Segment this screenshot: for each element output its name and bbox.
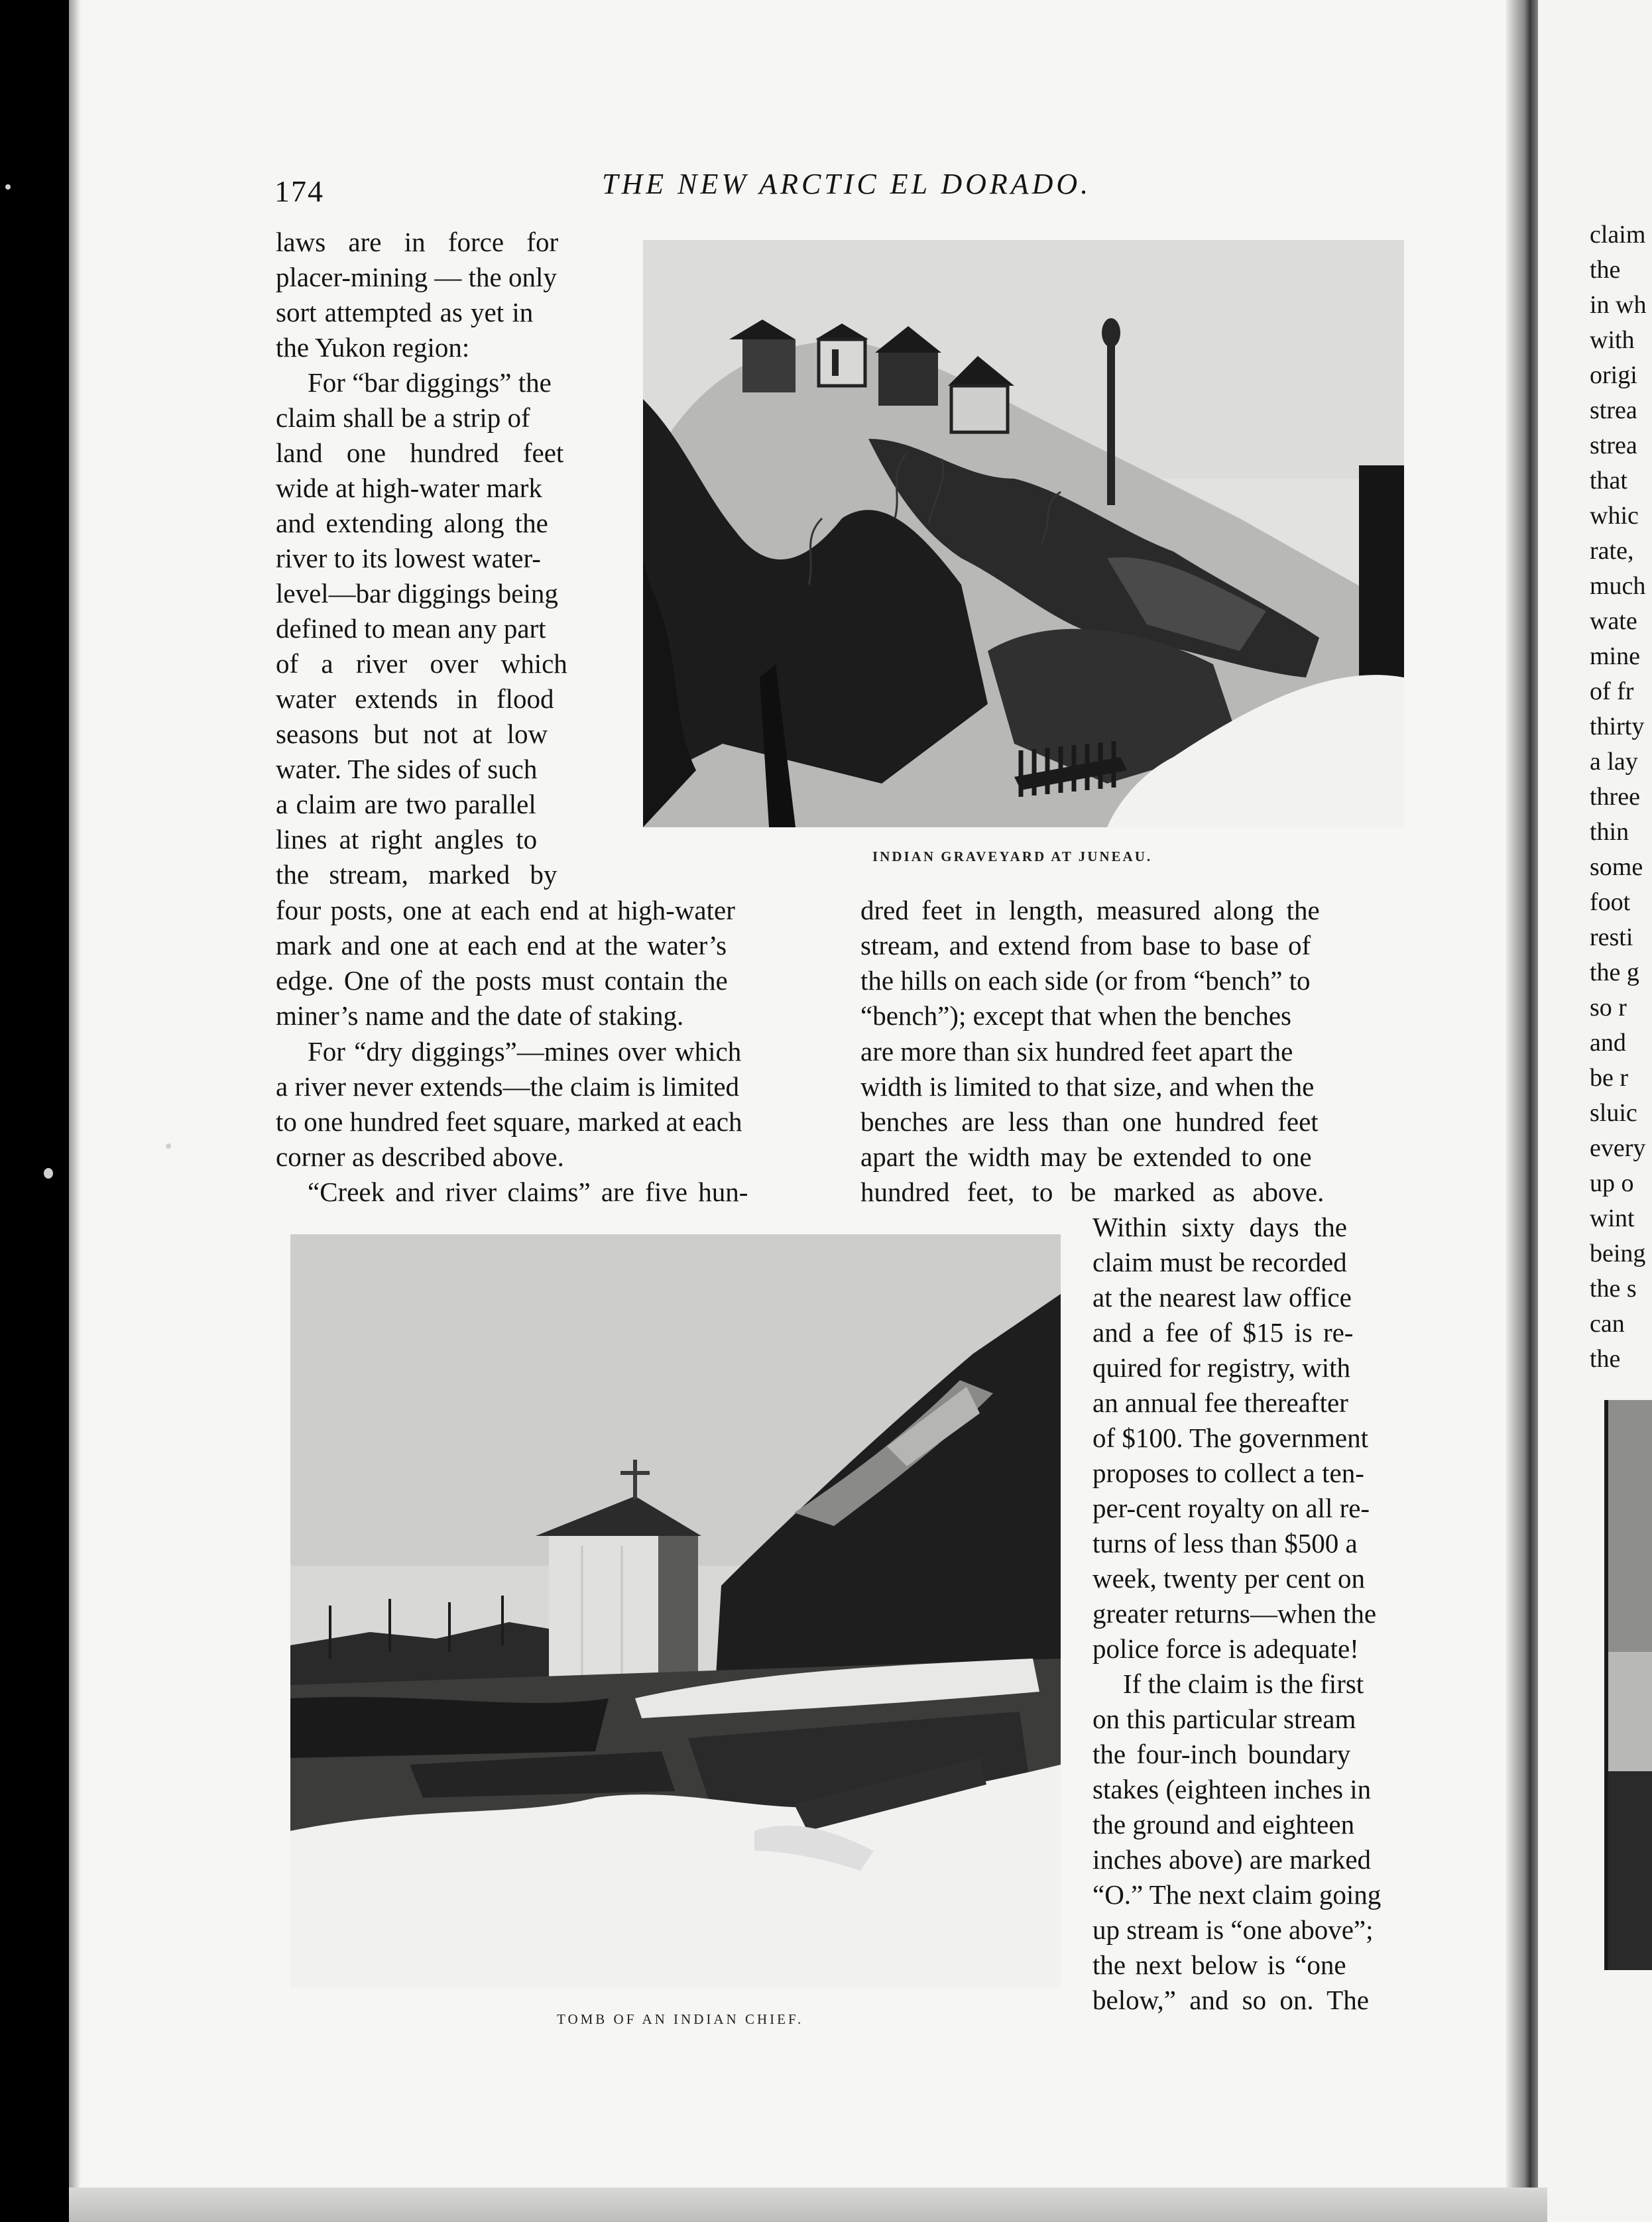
text-line: mark and one at each end at the water’s xyxy=(276,930,727,961)
facing-text-fragment: that xyxy=(1590,467,1627,495)
page-number: 174 xyxy=(274,174,324,208)
text-line: and extending along the xyxy=(276,508,548,538)
text-line: hundred feet, to be marked as above. xyxy=(860,1177,1325,1207)
running-title: THE NEW ARCTIC EL DORADO. xyxy=(602,168,1092,200)
text-line: quired for registry, with xyxy=(1092,1352,1351,1383)
facing-text-fragment: origi xyxy=(1590,361,1637,389)
facing-text-fragment: mine xyxy=(1590,642,1640,670)
facing-text-fragment: strea xyxy=(1590,396,1637,424)
facing-text-fragment: with xyxy=(1590,326,1635,354)
text-line: the stream, marked by xyxy=(276,859,558,890)
text-line: defined to mean any part xyxy=(276,613,546,644)
text-line: For “dry diggings”—mines over which xyxy=(308,1036,742,1067)
text-line: “bench”); except that when the benches xyxy=(860,1000,1291,1031)
facing-text-fragment: being xyxy=(1590,1240,1646,1267)
text-line: below,” and so on. The xyxy=(1092,1985,1369,2015)
text-line: width is limited to that size, and when the xyxy=(860,1071,1315,1102)
text-line: inches above) are marked xyxy=(1092,1844,1372,1875)
text-line: at the nearest law office xyxy=(1092,1282,1352,1313)
text-line: turns of less than $500 a xyxy=(1092,1528,1358,1558)
text-line: level—bar diggings being xyxy=(276,578,558,609)
text-line: land one hundred feet xyxy=(276,438,564,468)
facing-text-fragment: and xyxy=(1590,1029,1626,1057)
text-line: river to its lowest water- xyxy=(276,543,541,573)
facing-text-fragment: the xyxy=(1590,256,1621,284)
facing-text-fragment: so r xyxy=(1590,994,1627,1022)
text-line: stream, and extend from base to base of xyxy=(860,930,1311,961)
text-line: laws are in force for xyxy=(276,227,559,257)
facing-text-fragment: every xyxy=(1590,1134,1646,1162)
scan-speck xyxy=(44,1168,53,1179)
text-line: and a fee of $15 is re- xyxy=(1092,1317,1354,1348)
facing-text-fragment: be r xyxy=(1590,1064,1629,1092)
facing-text-fragment: wint xyxy=(1590,1204,1635,1232)
text-line: of $100. The government xyxy=(1092,1423,1368,1453)
text-line: of a river over which xyxy=(276,648,567,679)
scan-speck xyxy=(166,1143,171,1149)
facing-text-fragment: sluic xyxy=(1590,1099,1637,1127)
photo-tomb-indian-chief xyxy=(290,1234,1061,1987)
text-line: water. The sides of such xyxy=(276,754,538,784)
figure-caption: TOMB OF AN INDIAN CHIEF. xyxy=(557,2011,804,2027)
text-line: four posts, one at each end at high-water xyxy=(276,895,735,925)
facing-text-fragment: the g xyxy=(1590,959,1639,986)
facing-text-fragment: wate xyxy=(1590,607,1637,635)
facing-text-fragment: some xyxy=(1590,853,1643,881)
text-line: benches are less than one hundred feet xyxy=(860,1106,1319,1137)
facing-text-fragment: can xyxy=(1590,1310,1625,1338)
text-line: seasons but not at low xyxy=(276,719,548,749)
text-line: claim must be recorded xyxy=(1092,1247,1347,1277)
facing-text-fragment: claim xyxy=(1590,221,1646,249)
text-line: the next below is “one xyxy=(1092,1950,1346,1980)
facing-text-fragment: of fr xyxy=(1590,677,1634,705)
text-line: greater returns—when the xyxy=(1092,1598,1377,1629)
text-line: week, twenty per cent on xyxy=(1092,1563,1365,1594)
text-line: wide at high-water mark xyxy=(276,473,542,503)
text-line: lines at right angles to xyxy=(276,824,538,854)
text-line: police force is adequate! xyxy=(1092,1633,1359,1664)
facing-text-fragment: much xyxy=(1590,572,1646,600)
facing-text-fragment: three xyxy=(1590,783,1640,811)
facing-text-fragment: the xyxy=(1590,1345,1621,1373)
facing-text-fragment: resti xyxy=(1590,923,1633,951)
facing-text-fragment: in wh xyxy=(1590,291,1647,319)
text-line: an annual fee thereafter xyxy=(1092,1387,1348,1418)
text-line: sort attempted as yet in xyxy=(276,297,534,327)
facing-text-fragment: a lay xyxy=(1590,748,1638,776)
text-line: the hills on each side (or from “bench” to xyxy=(860,965,1311,996)
text-line: the Yukon region: xyxy=(276,332,470,363)
text-line: a claim are two parallel xyxy=(276,789,536,819)
scan-speck xyxy=(5,184,11,190)
facing-text-fragment: the s xyxy=(1590,1275,1637,1303)
text-line: “Creek and river claims” are five hun- xyxy=(308,1177,748,1207)
text-line: are more than six hundred feet apart the xyxy=(860,1036,1293,1067)
text-line: For “bar diggings” the xyxy=(308,367,552,398)
text-line: proposes to collect a ten- xyxy=(1092,1458,1364,1488)
figure-caption: INDIAN GRAVEYARD AT JUNEAU. xyxy=(872,848,1153,864)
facing-text-fragment: whic xyxy=(1590,502,1639,530)
facing-text-fragment: thin xyxy=(1590,818,1629,846)
text-line: the four-inch boundary xyxy=(1092,1739,1351,1769)
text-line: up stream is “one above”; xyxy=(1092,1914,1374,1945)
facing-text-fragment: strea xyxy=(1590,432,1637,459)
facing-text-fragment: rate, xyxy=(1590,537,1634,565)
text-line: If the claim is the first xyxy=(1123,1668,1364,1699)
text-line: apart the width may be extended to one xyxy=(860,1141,1312,1172)
text-line: “O.” The next claim going xyxy=(1092,1879,1382,1910)
text-line: corner as described above. xyxy=(276,1141,564,1172)
text-line: Within sixty days the xyxy=(1092,1212,1347,1242)
facing-text-fragment: foot xyxy=(1590,888,1631,916)
text-line: on this particular stream xyxy=(1092,1704,1356,1734)
text-line: water extends in flood xyxy=(276,683,554,714)
text-line: edge. One of the posts must contain the xyxy=(276,965,728,996)
facing-text-fragment: thirty xyxy=(1590,713,1645,740)
text-line: a river never extends—the claim is limited xyxy=(276,1071,740,1102)
text-line: miner’s name and the date of staking. xyxy=(276,1000,684,1031)
text-line: to one hundred feet square, marked at each xyxy=(276,1106,742,1137)
text-line: per-cent royalty on all re- xyxy=(1092,1493,1370,1523)
text-line: stakes (eighteen inches in xyxy=(1092,1774,1372,1804)
photo-facing-page xyxy=(1604,1400,1652,1970)
photo-indian-graveyard xyxy=(643,240,1404,827)
text-line: claim shall be a strip of xyxy=(276,402,530,433)
text-line: dred feet in length, measured along the xyxy=(860,895,1320,925)
facing-text-fragment: up o xyxy=(1590,1169,1634,1197)
page-edge-shadow xyxy=(69,0,81,2188)
text-line: the ground and eighteen xyxy=(1092,1809,1355,1840)
page-bottom-edge xyxy=(69,2188,1547,2222)
text-line: placer-mining — the only xyxy=(276,262,557,292)
